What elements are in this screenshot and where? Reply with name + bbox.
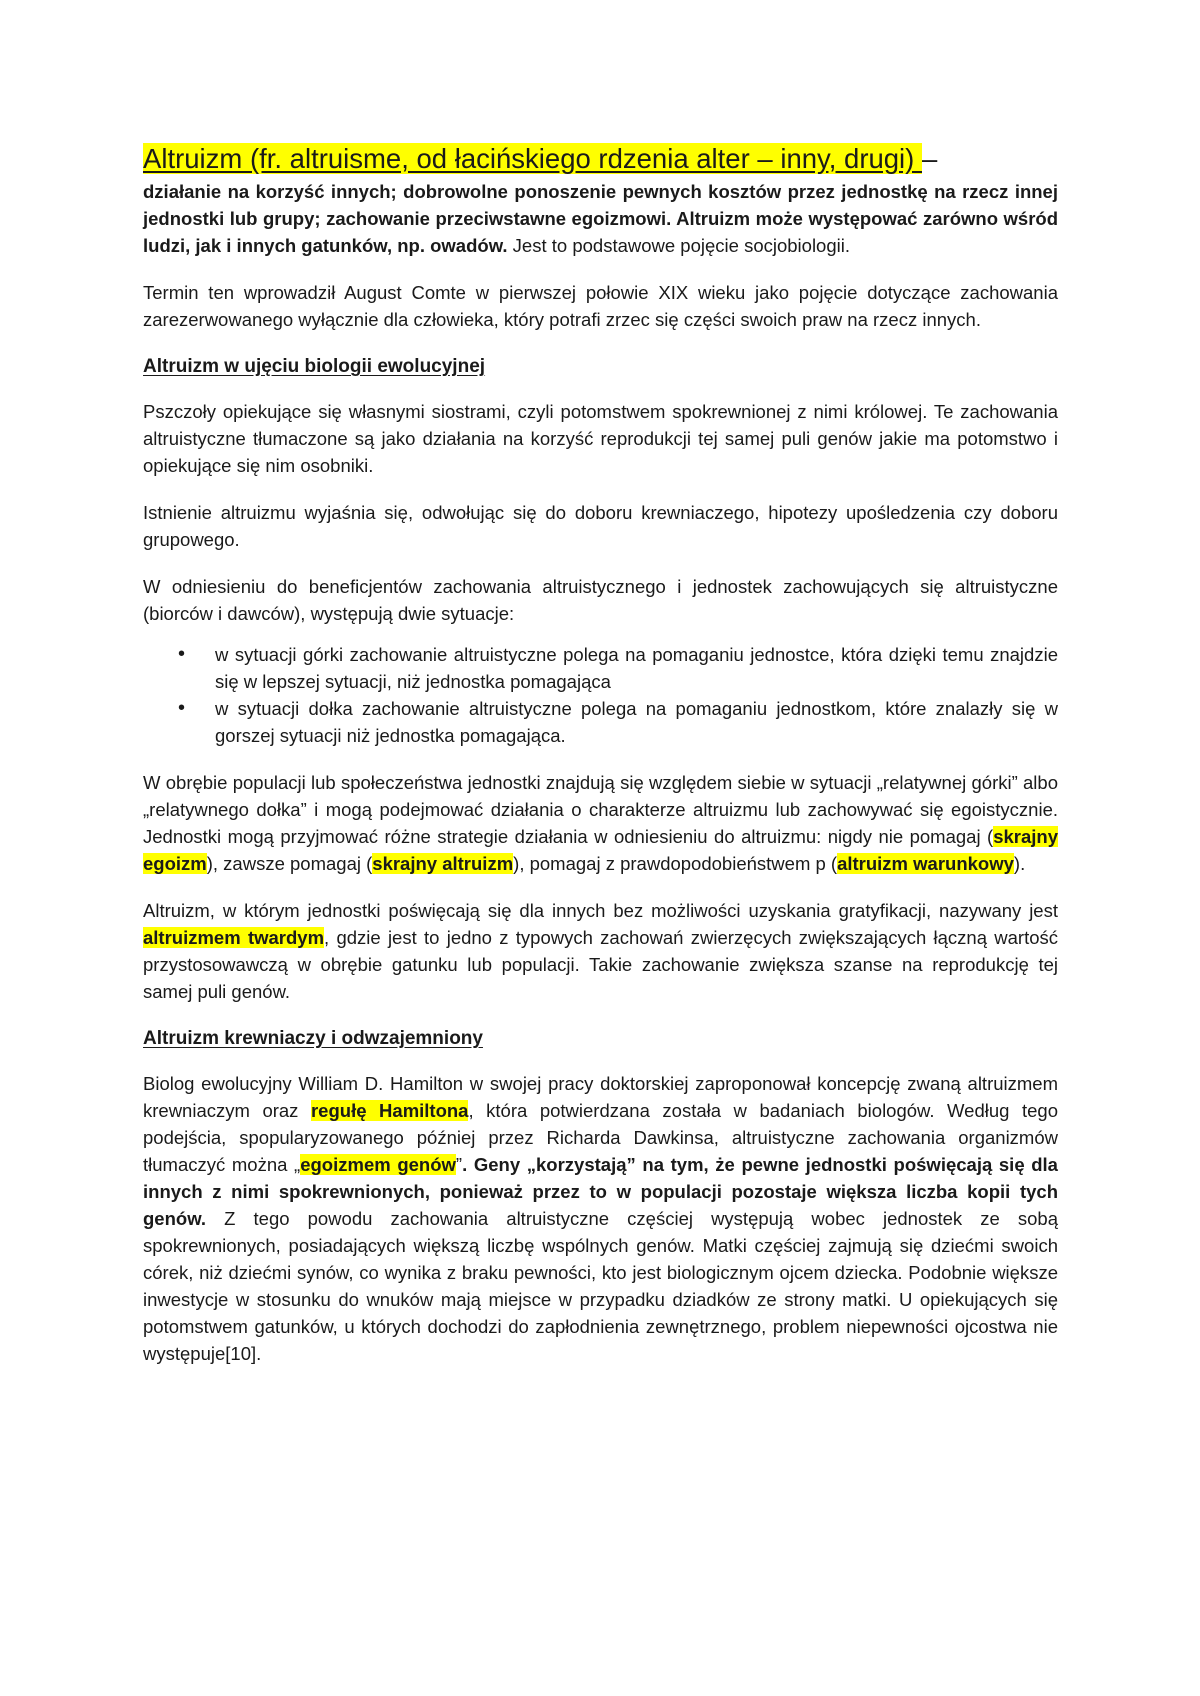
text-run: , która potwierdzana została w badaniach biologów. Według tego podejścia, spopularyzowanego później przez Richarda Dawkinsa, altruistyczne zachowania organizmów tłumaczyć można „ bbox=[143, 1100, 1058, 1175]
list-item-text: w sytuacji dołka zachowanie altruistyczne polega na pomaganiu jednostkom, które znalazły się w gorszej sytuacji niż jednostka pomagająca. bbox=[215, 698, 1058, 746]
text-run: ). bbox=[1013, 853, 1026, 874]
highlight-skrajny-egoizm: skrajny egoizm bbox=[143, 826, 1058, 874]
highlight-skrajny-altruizm: skrajny altruizm bbox=[372, 853, 514, 874]
highlight-regula-hamiltona: regułę Hamiltona bbox=[310, 1100, 469, 1121]
section-heading-kin-altruism: Altruizm krewniaczy i odwzajemniony bbox=[143, 1028, 483, 1049]
list-item-text: w sytuacji górki zachowanie altruistyczne polega na pomaganiu jednostce, która dzięki temu znajdzie się w lepszej sytuacji, niż jednostka pomagająca bbox=[215, 644, 1058, 692]
hamilton-paragraph bbox=[143, 1070, 1058, 1367]
bold-genes-sentence: . Geny „korzystają” na tym, że pewne jednostki poświęcają się dla innych z nimi spokrewnionych, ponieważ przez to w populacji pozostaje większa liczba kopii tych genów. bbox=[143, 1154, 1058, 1229]
intro-bold-text: działanie na korzyść innych; dobrowolne ponoszenie pewnych kosztów przez jednostkę na rzecz innej jednostki lub grupy; zachowanie przeciwstawne egoizmowi. Altruizm może występować zarówno wśród ludzi, jak i innych gatunków, np. owadów. bbox=[143, 181, 1058, 256]
comte-paragraph: Termin ten wprowadził August Comte w pierwszej połowie XIX wieku jako pojęcie dotyczące zachowania zarezerwowanego wyłącznie dla człowieka, który potrafi zrzec się części swoich praw na rzecz innych. bbox=[143, 282, 1058, 330]
explanation-paragraph: Istnienie altruizmu wyjaśnia się, odwołując się do doboru krewniaczego, hipotezy upośledzenia czy doboru grupowego. bbox=[143, 502, 1058, 550]
bullet-icon: • bbox=[178, 697, 186, 719]
intro-plain-text: Jest to podstawowe pojęcie socjobiologii. bbox=[507, 235, 850, 256]
strategies-paragraph bbox=[143, 769, 1058, 877]
situations-paragraph: W odniesieniu do beneficjentów zachowania altruistycznego i jednostek zachowujących się altruistyczne (biorców i dawców), występują dwie sytuacje: bbox=[143, 576, 1058, 624]
document-body bbox=[143, 140, 1058, 1387]
document-title bbox=[143, 140, 1058, 178]
title-highlighted: Altruizm (fr. altruisme, od łacińskiego rdzenia alter – inny, drugi) bbox=[143, 143, 922, 174]
text-run: Altruizm, w którym jednostki poświęcają się dla innych bez możliwości uzyskania gratyfikacji, nazywany jest bbox=[143, 900, 1058, 921]
text-run: , gdzie jest to jedno z typowych zachowań zwierzęcych zwiększających łączną wartość przystosowawczą w obrębie gatunku lub populacji. Takie zachowanie zwiększa szanse na reprodukcję tej samej puli genów. bbox=[143, 927, 1058, 1002]
text-run: W obrębie populacji lub społeczeństwa jednostki znajdują się względem siebie w sytuacji „relatywnej górki” albo „relatywnego dołka” i mogą podejmować działania o charakterze altruizmu lub zachowywać się egoistycznie. Jednostki mogą przyjmować różne strategie działania w odniesieniu do altruizmu: nigdy nie pomagaj ( bbox=[143, 772, 1058, 847]
section-heading-biology: Altruizm w ujęciu biologii ewolucyjnej bbox=[143, 356, 486, 377]
hard-altruism-paragraph bbox=[143, 897, 1058, 1005]
intro-paragraph bbox=[143, 178, 1058, 259]
title-dash: – bbox=[921, 143, 938, 174]
list-item bbox=[178, 695, 1058, 749]
text-run: ), zawsze pomagaj ( bbox=[206, 853, 373, 874]
text-run: ” bbox=[455, 1154, 463, 1175]
highlight-egoizm-genow: egoizmem genów bbox=[300, 1154, 456, 1175]
list-item bbox=[178, 641, 1058, 695]
highlight-altruizm-warunkowy: altruizm warunkowy bbox=[837, 853, 1014, 874]
bullet-icon: • bbox=[178, 643, 186, 665]
text-run: Biolog ewolucyjny William D. Hamilton w swojej pracy doktorskiej zaproponował koncepcję zwaną altruizmem krewniaczym oraz bbox=[143, 1073, 1058, 1121]
situations-list bbox=[143, 641, 1058, 749]
highlight-altruizm-twardy: altruizmem twardym bbox=[143, 927, 325, 948]
bees-paragraph: Pszczoły opiekujące się własnymi siostrami, czyli potomstwem spokrewnionej z nimi królowej. Te zachowania altruistyczne tłumaczone są jako działania na korzyść reprodukcji tej samej puli genów jakie ma potomstwo i opiekujące się nim osobniki. bbox=[143, 401, 1058, 476]
text-run: ), pomagaj z prawdopodobieństwem p ( bbox=[513, 853, 838, 874]
text-run: Z tego powodu zachowania altruistyczne częściej występują wobec jednostek ze sobą spokrewnionych, posiadających większą liczbę wspólnych genów. Matki częściej zajmują się dziećmi swoich córek, niż dziećmi synów, co wynika z braku pewności, kto jest biologicznym ojcem dziecka. Podobnie większe inwestycje w stosunku do wnuków mają miejsce w przypadku dziadków ze strony matki. U opiekujących się potomstwem gatunków, u których dochodzi do zapłodnienia zewnętrznego, problem niepewności ojcostwa nie występuje[10]. bbox=[143, 1208, 1058, 1364]
